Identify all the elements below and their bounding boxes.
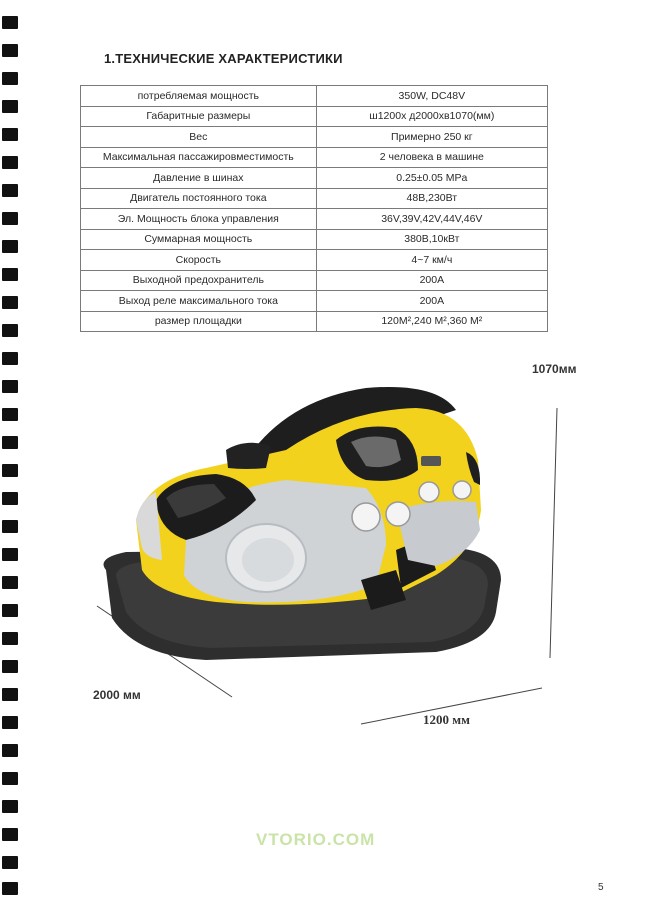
spec-key: Эл. Мощность блока управления <box>81 209 317 230</box>
spec-value: 200A <box>316 270 547 291</box>
spec-key: Выходной предохранитель <box>81 270 317 291</box>
spec-key: Максимальная пассажировместимость <box>81 147 317 168</box>
spec-value: 200A <box>316 291 547 312</box>
length-dimension-label: 2000 мм <box>93 688 141 702</box>
spec-value: 48В,230Вт <box>316 188 547 209</box>
watermark: VTORIO.COM <box>256 830 376 849</box>
spec-value: 350W, DC48V <box>316 86 547 107</box>
spec-key: Вес <box>81 127 317 148</box>
spec-key: Давление в шинах <box>81 168 317 189</box>
spec-key: Габаритные размеры <box>81 106 317 127</box>
width-dimension-label: 1200 мм <box>423 712 470 727</box>
spec-key: потребляемая мощность <box>81 86 317 107</box>
spec-value: 380В,10кВт <box>316 229 547 250</box>
spec-key: размер площадки <box>81 311 317 332</box>
spec-value: 0.25±0.05 MPa <box>316 168 547 189</box>
height-dimension-line <box>550 408 557 658</box>
spec-value: 36V,39V,42V,44V,46V <box>316 209 547 230</box>
spec-value: 4~7 км/ч <box>316 250 547 271</box>
spec-key: Скорость <box>81 250 317 271</box>
spec-key: Двигатель постоянного тока <box>81 188 317 209</box>
spec-key: Суммарная мощность <box>81 229 317 250</box>
page-number: 5 <box>598 882 604 893</box>
spec-value: ш1200х д2000хв1070(мм) <box>316 106 547 127</box>
spec-value: 120M²,240 M²,360 M² <box>316 311 547 332</box>
height-dimension-label: 1070мм <box>532 362 577 376</box>
spec-key: Выход реле максимального тока <box>81 291 317 312</box>
bumper-car-image <box>96 380 506 670</box>
spec-value: 2 человека в машине <box>316 147 547 168</box>
section-title: 1.ТЕХНИЧЕСКИЕ ХАРАКТЕРИСТИКИ <box>104 51 343 66</box>
spec-value: Примерно 250 кг <box>316 127 547 148</box>
